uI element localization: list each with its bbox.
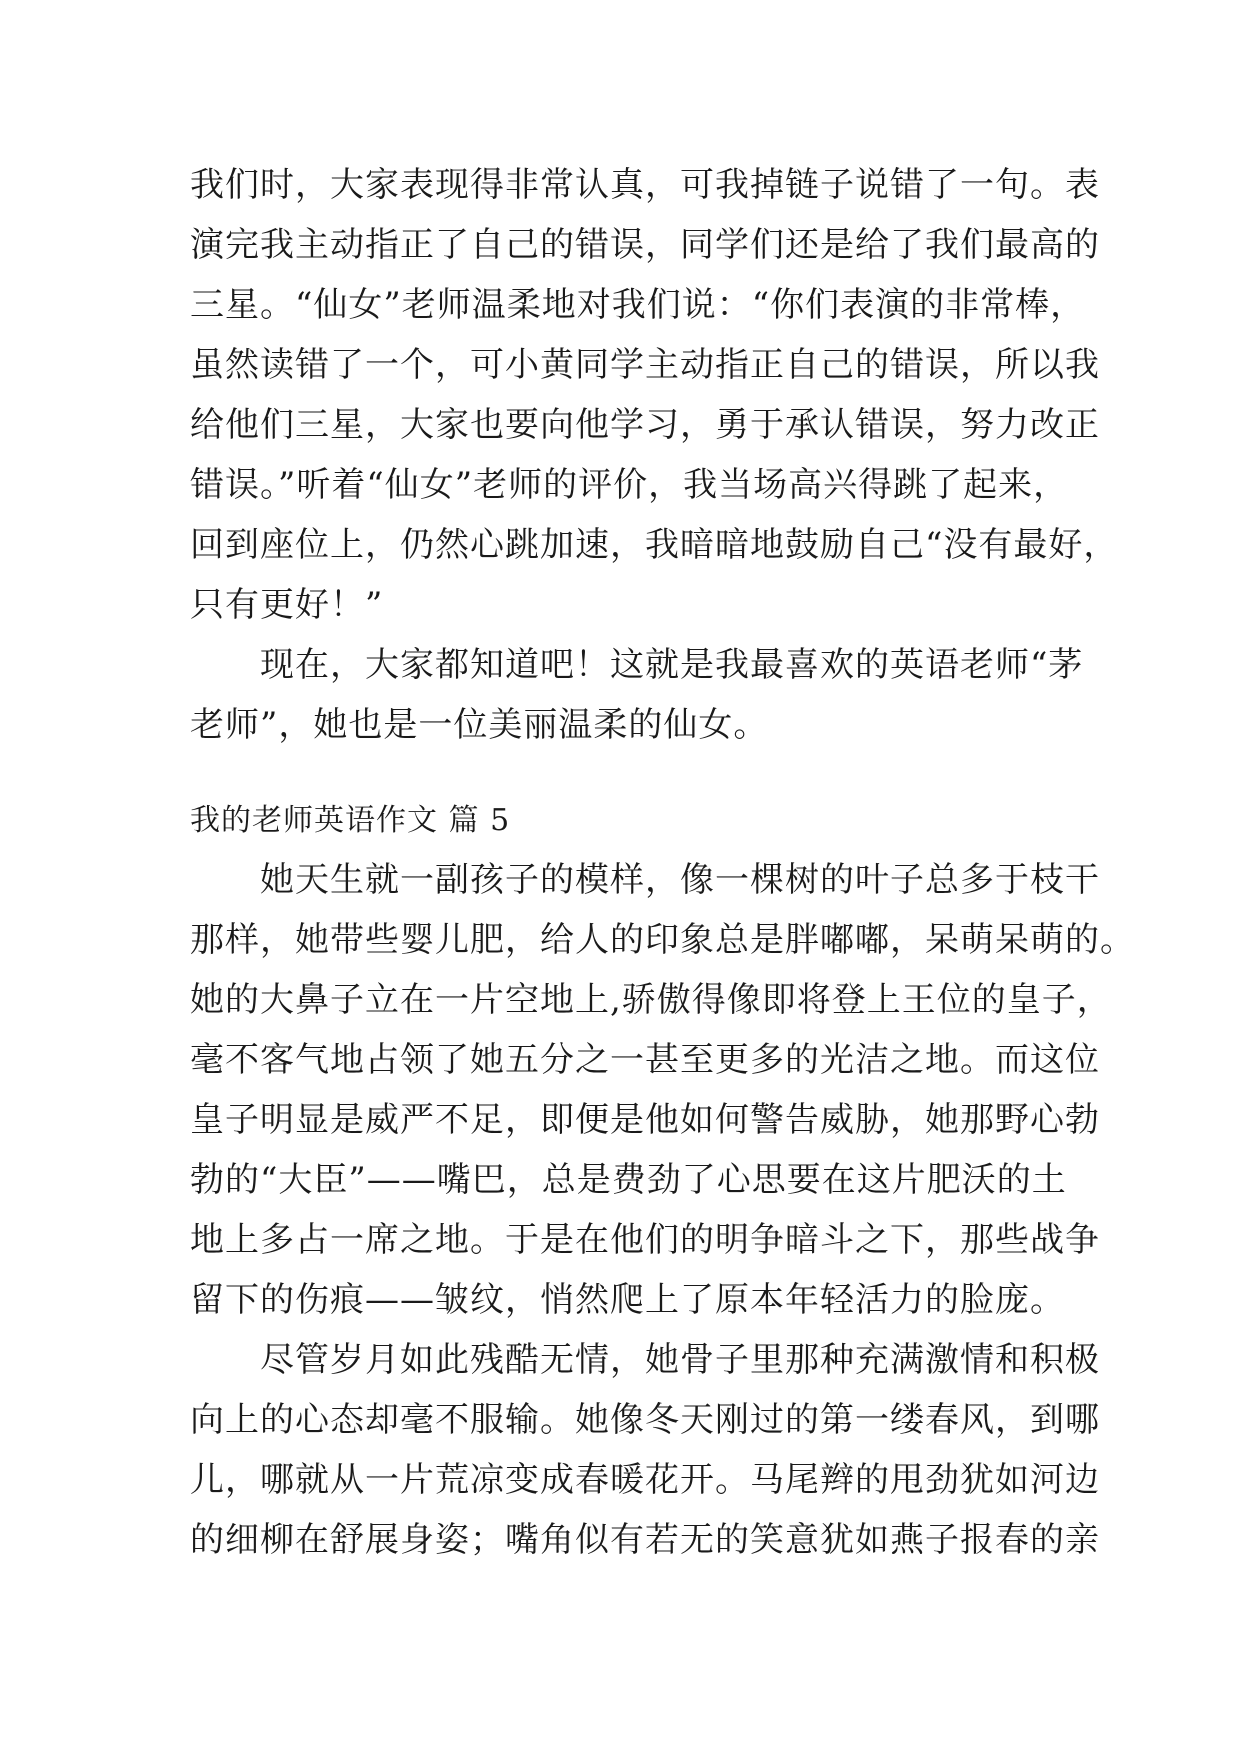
paragraph-line: 毫不客气地占领了她五分之一甚至更多的光洁之地。而这位 [190,1040,1100,1080]
paragraph-line: 皇子明显是威严不足，即便是他如何警告威胁，她那野心勃 [190,1100,1100,1140]
paragraph-line: 留下的伤痕——皱纹，悄然爬上了原本年轻活力的脸庞。 [190,1280,1065,1320]
paragraph-line: 只有更好！” [190,585,384,625]
paragraph-line: 的细柳在舒展身姿；嘴角似有若无的笑意犹如燕子报春的亲 [190,1520,1100,1560]
paragraph-line: 老师”，她也是一位美丽温柔的仙女。 [190,705,769,745]
paragraph-line: 地上多占一席之地。于是在他们的明争暗斗之下，那些战争 [190,1220,1100,1260]
section-heading: 我的老师英语作文 篇 5 [190,803,511,838]
paragraph-line: 尽管岁月如此残酷无情，她骨子里那种充满激情和积极 [190,1340,1100,1380]
paragraph-line: 那样，她带些婴儿肥，给人的印象总是胖嘟嘟，呆萌呆萌的。 [190,920,1135,960]
paragraph-line: 我们时，大家表现得非常认真，可我掉链子说错了一句。表 [190,165,1100,205]
paragraph-line: 虽然读错了一个，可小黄同学主动指正自己的错误，所以我 [190,345,1100,385]
paragraph-line: 向上的心态却毫不服输。她像冬天刚过的第一缕春风，到哪 [190,1400,1100,1440]
paragraph-line: 她的大鼻子立在一片空地上,骄傲得像即将登上王位的皇子， [190,980,1112,1020]
paragraph-line: 错误。”听着“仙女”老师的评价，我当场高兴得跳了起来， [190,465,1069,505]
paragraph-line: 演完我主动指正了自己的错误，同学们还是给了我们最高的 [190,225,1100,265]
paragraph-line: 回到座位上，仍然心跳加速，我暗暗地鼓励自己“没有最好， [190,525,1119,565]
paragraph-line: 三星。“仙女”老师温柔地对我们说：“你们表演的非常棒， [190,285,1086,325]
paragraph-line: 儿，哪就从一片荒凉变成春暖花开。马尾辫的甩劲犹如河边 [190,1460,1100,1500]
paragraph-line: 她天生就一副孩子的模样，像一棵树的叶子总多于枝干 [190,860,1100,900]
paragraph-line: 给他们三星，大家也要向他学习，勇于承认错误，努力改正 [190,405,1100,445]
paragraph-line: 勃的“大臣”——嘴巴，总是费劲了心思要在这片肥沃的土 [190,1160,1067,1200]
paragraph-line: 现在，大家都知道吧！这就是我最喜欢的英语老师“茅 [190,645,1084,685]
